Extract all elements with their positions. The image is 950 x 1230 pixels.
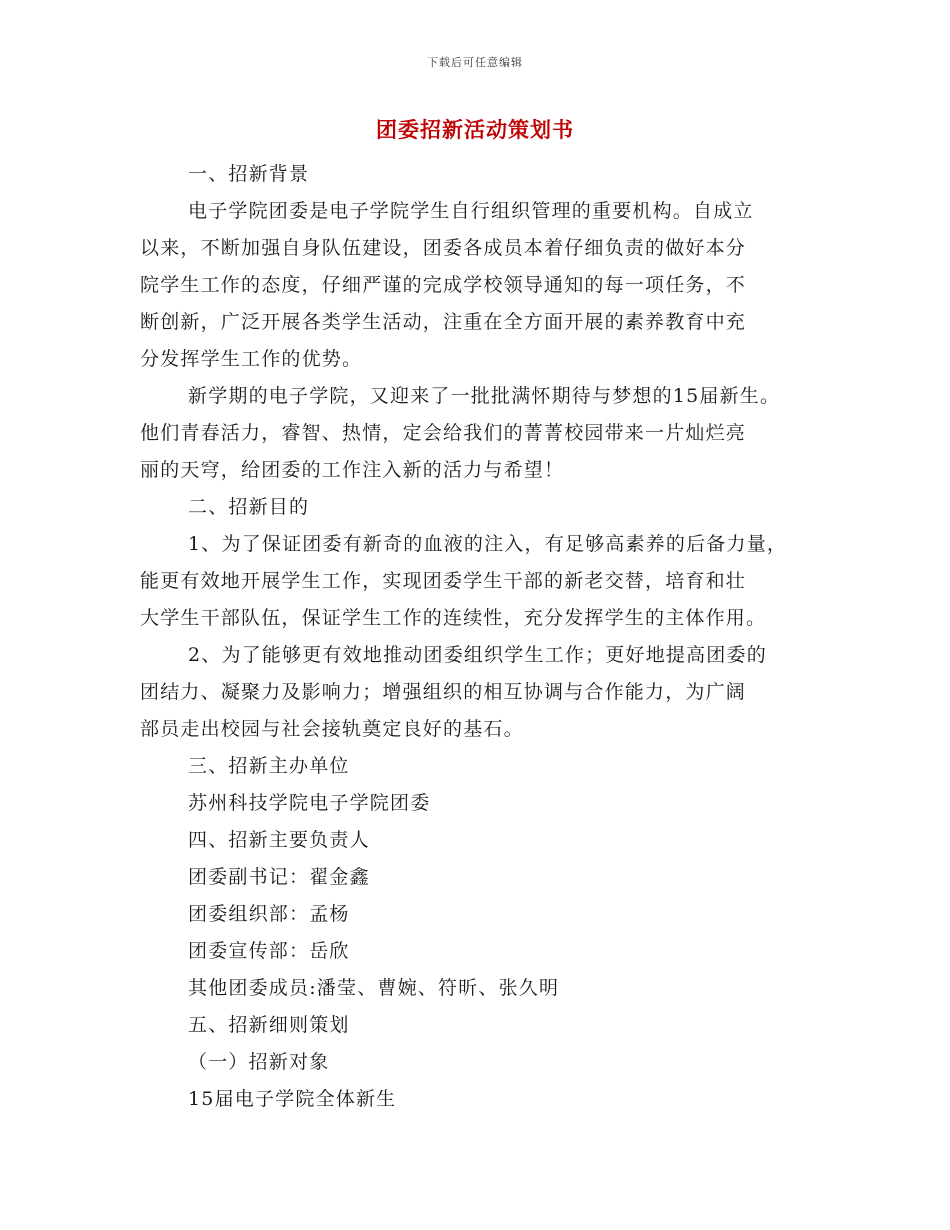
body-line: 1、为了保证团委有新奇的血液的注入，有足够高素养的后备力量，: [188, 533, 788, 555]
body-line: 以来，不断加强自身队伍建设，团委各成员本着仔细负责的做好本分: [140, 237, 747, 259]
body-line: 二、招新目的: [188, 496, 310, 518]
body-line: 团委组织部：孟杨: [188, 903, 350, 925]
body-line: （一）招新对象: [188, 1051, 330, 1073]
body-line: 苏州科技学院电子学院团委: [188, 792, 431, 814]
body-line: 他们青春活力，睿智、热情，定会给我们的菁菁校园带来一片灿烂亮: [140, 422, 747, 444]
body-line: 其他团委成员:潘莹、曹婉、符昕、张久明: [188, 977, 560, 999]
document-title: 团委招新活动策划书: [376, 117, 574, 142]
body-line: 三、招新主办单位: [188, 755, 350, 777]
body-line: 五、招新细则策划: [188, 1014, 350, 1036]
body-line: 院学生工作的态度，仔细严谨的完成学校领导通知的每一项任务，不: [140, 274, 747, 296]
body-line: 2、为了能够更有效地推动团委组织学生工作；更好地提高团委的: [188, 644, 767, 666]
body-line: 15届电子学院全体新生: [188, 1088, 397, 1110]
body-line: 电子学院团委是电子学院学生自行组织管理的重要机构。自成立: [188, 200, 754, 222]
body-line: 分发挥学生工作的优势。: [140, 348, 363, 370]
document-body: [140, 156, 820, 1118]
body-line: 断创新，广泛开展各类学生活动，注重在全方面开展的素养教育中充: [140, 311, 747, 333]
header-note: 下载后可任意编辑: [427, 56, 523, 69]
body-line: 一、招新背景: [188, 163, 310, 185]
body-line: 部员走出校园与社会接轨奠定良好的基石。: [140, 718, 524, 740]
body-line: 团委副书记：翟金鑫: [188, 866, 370, 888]
body-line: 丽的天穹，给团委的工作注入新的活力与希望！: [140, 459, 565, 481]
body-line: 团委宣传部：岳欣: [188, 940, 350, 962]
body-line: 四、招新主要负责人: [188, 829, 370, 851]
body-line: 团结力、凝聚力及影响力；增强组织的相互协调与合作能力，为广阔: [140, 681, 747, 703]
body-line: 大学生干部队伍，保证学生工作的连续性，充分发挥学生的主体作用。: [140, 607, 767, 629]
body-line: 新学期的电子学院，又迎来了一批批满怀期待与梦想的15届新生。: [188, 385, 781, 407]
body-line: 能更有效地开展学生工作，实现团委学生干部的新老交替，培育和壮: [140, 570, 747, 592]
